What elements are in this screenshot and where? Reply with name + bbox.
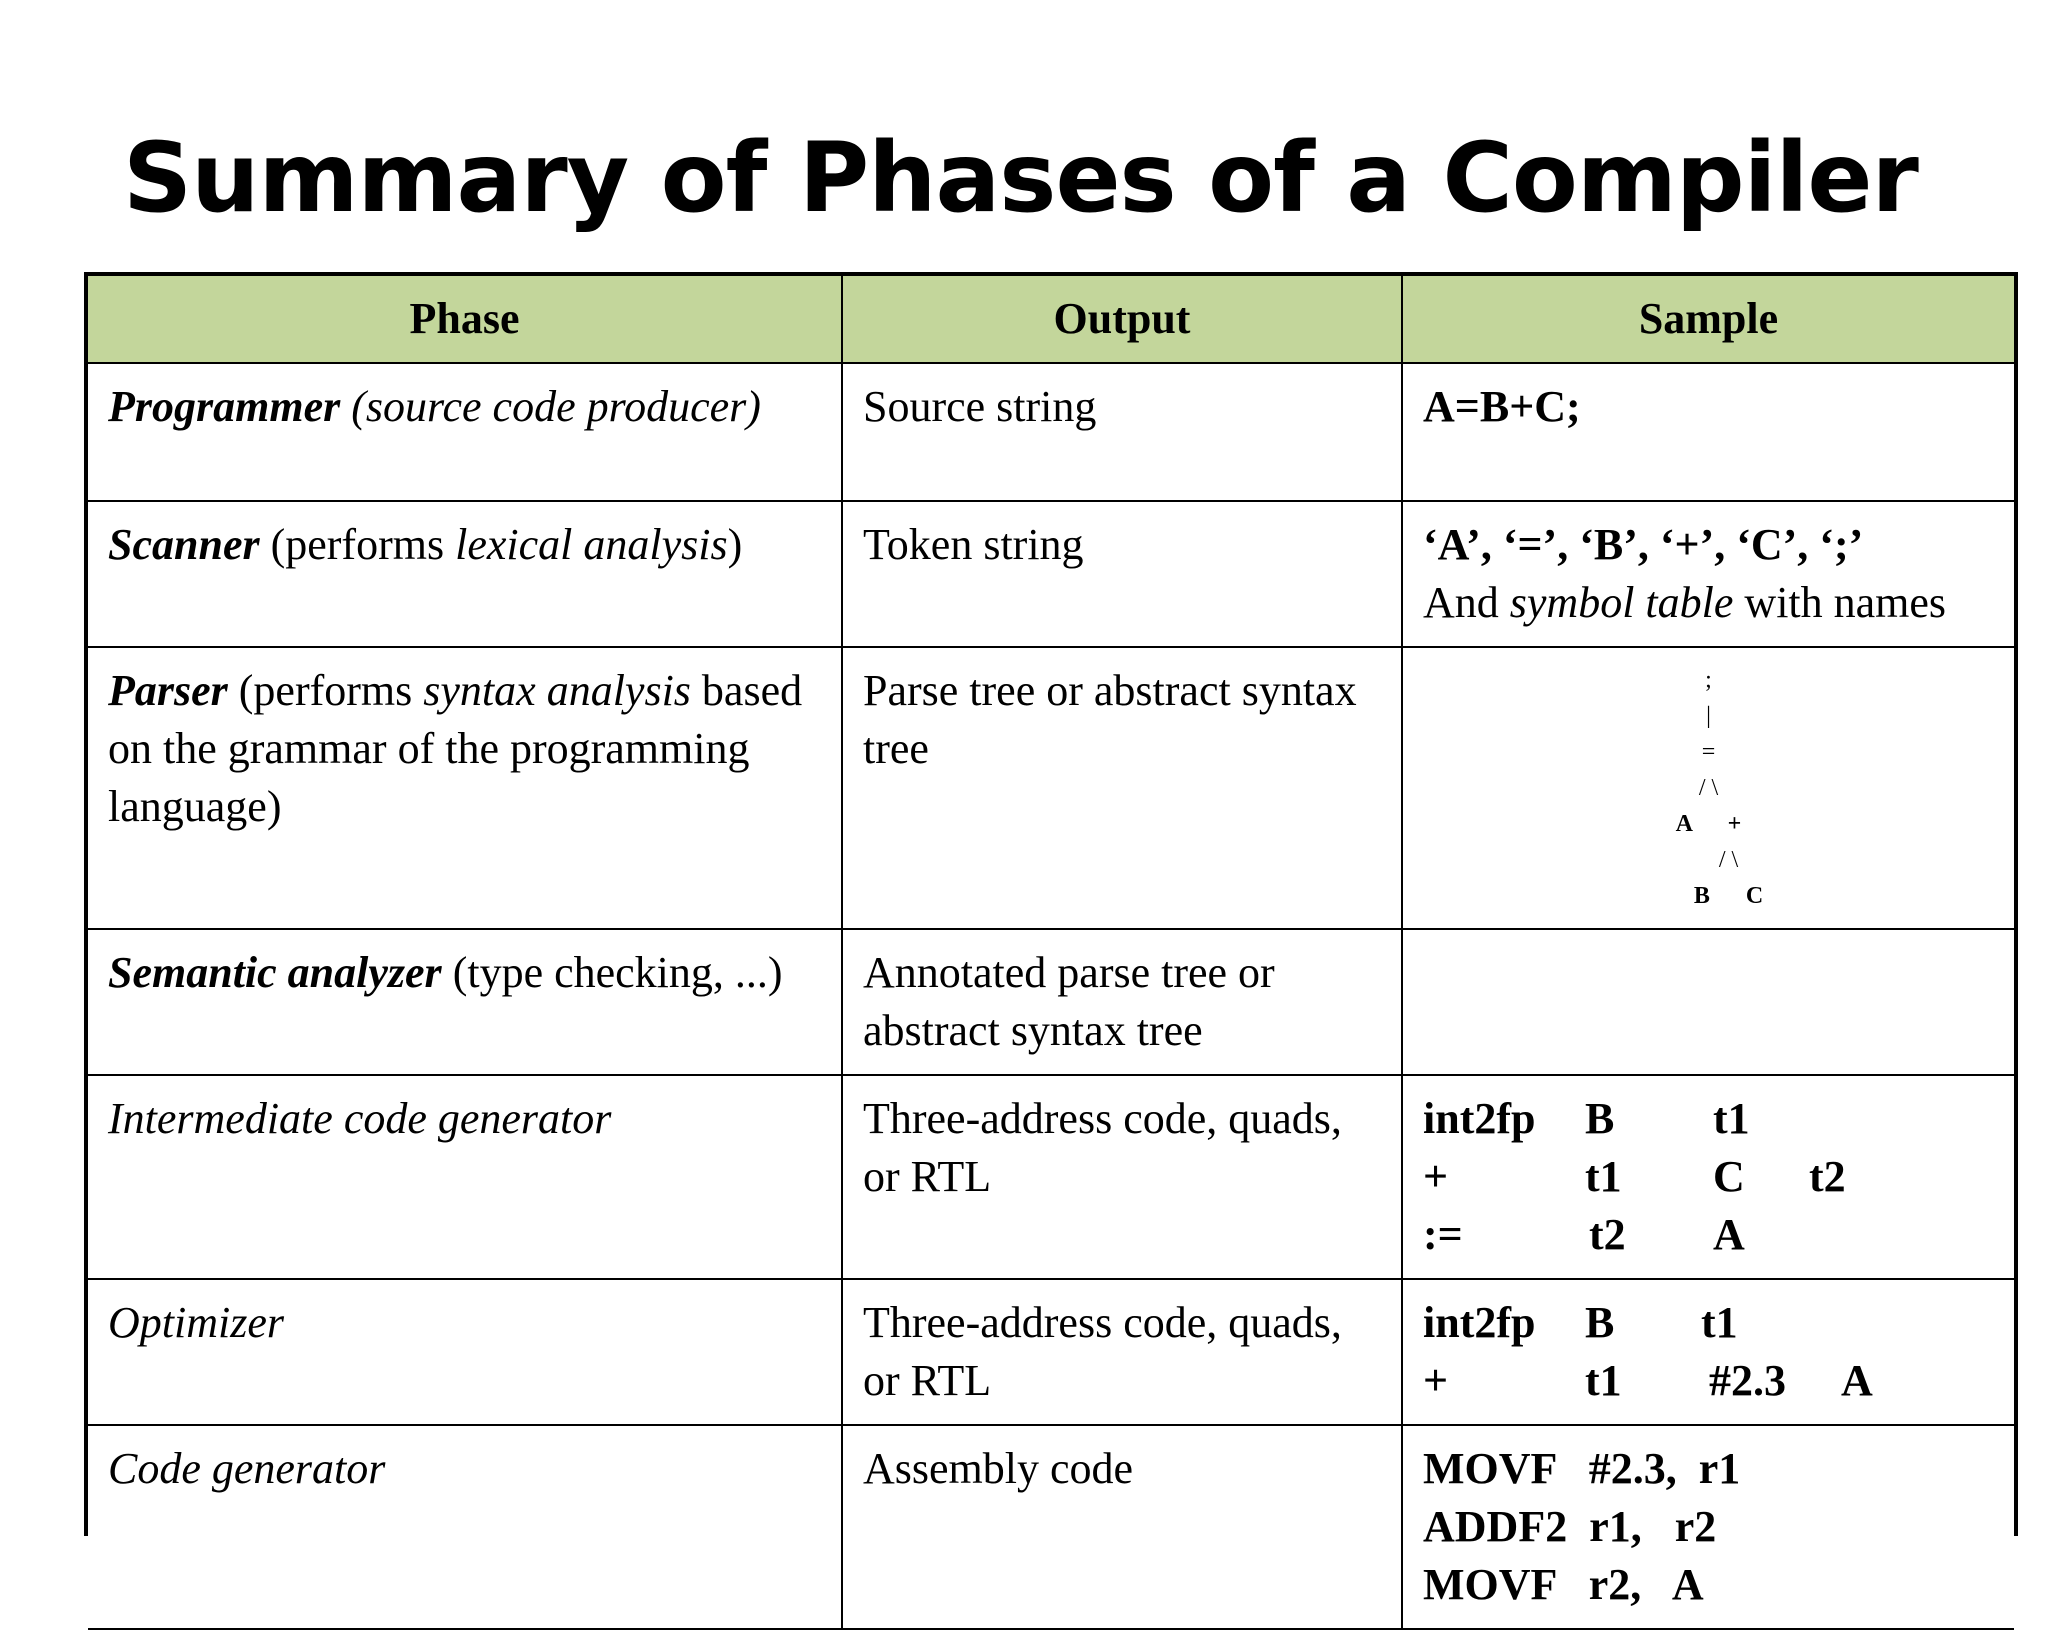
sample-cell: A=B+C; <box>1402 363 2014 501</box>
sample-cell <box>1402 501 2014 647</box>
code-line <box>1423 1090 1994 1148</box>
output-cell: Annotated parse tree or abstract syntax tree <box>842 929 1402 1075</box>
asm-line: MOVF r2, A <box>1423 1560 1704 1609</box>
header-row <box>88 276 2014 363</box>
arg2: C <box>1713 1152 1745 1201</box>
arg1: t2 <box>1589 1210 1626 1259</box>
code-line <box>1423 1206 1994 1264</box>
asm-line: ADDF2 r1, r2 <box>1423 1502 1717 1551</box>
tree-level-a-plus: A + <box>1675 811 1742 837</box>
note-text: And <box>1423 578 1510 627</box>
phase-name: Programmer <box>108 382 341 431</box>
arg2: #2.3 <box>1709 1356 1786 1405</box>
arg1: t1 <box>1585 1152 1622 1201</box>
arg1: t1 <box>1585 1356 1622 1405</box>
note-emphasis: symbol table <box>1509 578 1734 627</box>
table-row-codegen <box>88 1425 2014 1629</box>
header-output: Output <box>842 276 1402 363</box>
arg3: t2 <box>1809 1152 1846 1201</box>
arg2: t1 <box>1713 1094 1750 1143</box>
phase-cell <box>88 647 842 929</box>
table-row-optimizer <box>88 1279 2014 1425</box>
phase-name: Parser <box>108 666 228 715</box>
token-list: ‘A’, ‘=’, ‘B’, ‘+’, ‘C’, ‘;’ <box>1423 520 1864 569</box>
sample-cell <box>1402 647 2014 929</box>
note-text-end: with names <box>1733 578 1947 627</box>
table-row-intermediate <box>88 1075 2014 1279</box>
phase-note-emphasis: lexical analysis <box>455 520 728 569</box>
arg2: t1 <box>1701 1298 1738 1347</box>
phases-table <box>84 272 2018 1609</box>
op: := <box>1423 1210 1463 1259</box>
tree-edge: / \ <box>1698 775 1719 801</box>
sample-cell <box>1402 1425 2014 1629</box>
header-sample: Sample <box>1402 276 2014 363</box>
tree-level-b-c: B C <box>1693 883 1764 909</box>
phase-note: (type checking, ...) <box>441 948 783 997</box>
phase-note: (performs <box>227 666 424 715</box>
phase-note: (source code producer) <box>340 382 761 431</box>
output-cell: Three-address code, quads, or RTL <box>842 1075 1402 1279</box>
table-row-scanner <box>88 501 2014 647</box>
arg3: A <box>1841 1356 1873 1405</box>
symbol-table-note <box>1423 574 1994 632</box>
arg1: B <box>1585 1094 1615 1143</box>
arg2: A <box>1713 1210 1745 1259</box>
phase-name: Scanner <box>108 520 260 569</box>
op: int2fp <box>1423 1298 1536 1347</box>
op: + <box>1423 1152 1449 1201</box>
tree-edge: | <box>1706 703 1711 729</box>
output-cell: Three-address code, quads, or RTL <box>842 1279 1402 1425</box>
tree-root: ; <box>1705 667 1712 693</box>
asm-line: MOVF #2.3, r1 <box>1423 1444 1741 1493</box>
phase-cell <box>88 363 842 501</box>
arg1: B <box>1585 1298 1615 1347</box>
sample-cell <box>1402 1279 2014 1425</box>
code-line <box>1423 1352 1994 1410</box>
header-phase: Phase <box>88 276 842 363</box>
phase-cell: Code generator <box>88 1425 842 1629</box>
phase-note: (performs <box>259 520 456 569</box>
tree-assign: = <box>1701 739 1716 765</box>
output-cell: Source string <box>842 363 1402 501</box>
tree-edge: / \ <box>1718 847 1739 873</box>
phase-note-end: ) <box>727 520 743 569</box>
output-cell: Token string <box>842 501 1402 647</box>
output-cell: Parse tree or abstract syntax tree <box>842 647 1402 929</box>
phase-cell <box>88 501 842 647</box>
table-row-parser <box>88 647 2014 929</box>
output-cell: Assembly code <box>842 1425 1402 1629</box>
code-line <box>1423 1148 1994 1206</box>
table-row-programmer <box>88 363 2014 501</box>
sample-cell <box>1402 929 2014 1075</box>
phase-cell: Intermediate code generator <box>88 1075 842 1279</box>
phase-note-end: based on the grammar of the programming language) <box>108 666 803 831</box>
table-row-semantic <box>88 929 2014 1075</box>
phase-name: Semantic analyzer <box>108 948 442 997</box>
phase-cell <box>88 929 842 1075</box>
op: + <box>1423 1356 1449 1405</box>
parse-tree-diagram <box>1599 662 1819 914</box>
slide-title: Summary of Phases of a Compiler <box>123 122 1918 234</box>
op: int2fp <box>1423 1094 1536 1143</box>
phase-note-emphasis: syntax analysis <box>423 666 691 715</box>
phase-cell: Optimizer <box>88 1279 842 1425</box>
sample-cell <box>1402 1075 2014 1279</box>
code-line <box>1423 1294 1994 1352</box>
